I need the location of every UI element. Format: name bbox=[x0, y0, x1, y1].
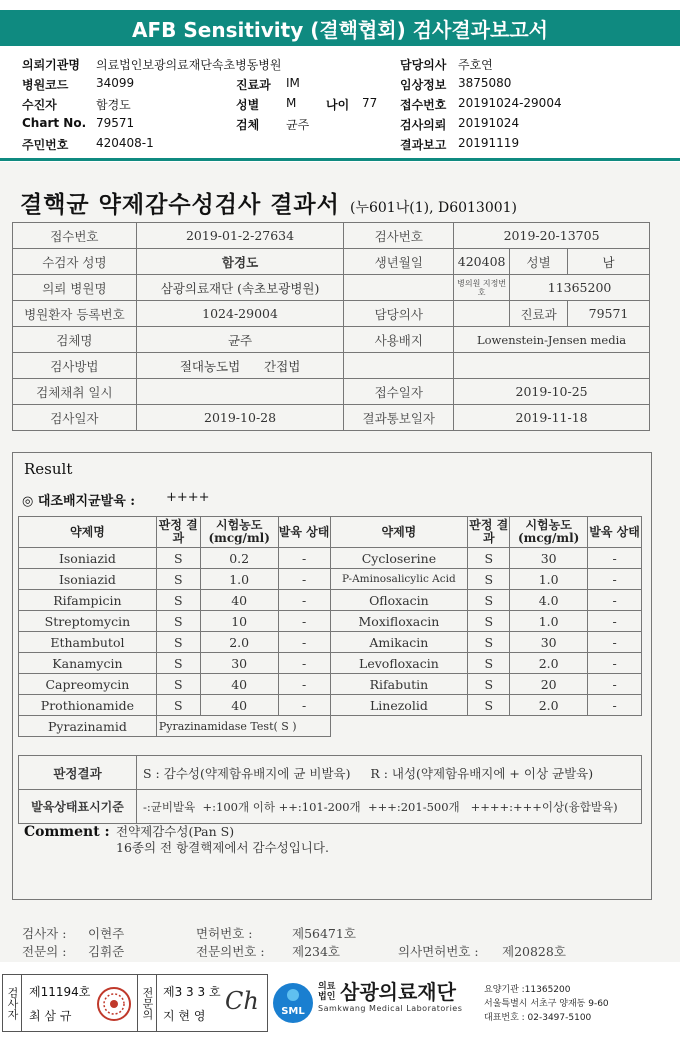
table-row bbox=[19, 695, 642, 716]
control-growth-label: ◎ 대조배지균발육 : bbox=[22, 494, 136, 509]
cell-label: 검체채취 일시 bbox=[13, 379, 137, 405]
doctor-label: 담당의사 bbox=[400, 58, 447, 72]
table-cell: Capreomycin bbox=[19, 674, 157, 695]
tester-vertical-label bbox=[3, 975, 22, 1031]
cell-label: 접수번호 bbox=[13, 223, 137, 249]
cell-value: 420408 bbox=[454, 249, 510, 275]
rrn-label: 주민번호 bbox=[22, 138, 69, 152]
table-cell: S bbox=[156, 590, 200, 611]
sex-label: 성별 bbox=[236, 98, 260, 112]
table-cell: - bbox=[278, 548, 330, 569]
table-cell: S bbox=[468, 695, 510, 716]
table-cell: - bbox=[278, 611, 330, 632]
chart-value: 79571 bbox=[96, 116, 135, 130]
clinical-label: 임상정보 bbox=[400, 78, 447, 92]
patient-value: 함경도 bbox=[96, 98, 131, 112]
table-row bbox=[19, 590, 642, 611]
table-cell: - bbox=[588, 590, 642, 611]
judge-label: 판정결과 bbox=[19, 756, 137, 790]
cell-label: 담당의사 bbox=[344, 301, 454, 327]
table-cell: - bbox=[278, 632, 330, 653]
specimen-info-table bbox=[12, 222, 650, 431]
cell-label: 수검자 성명 bbox=[13, 249, 137, 275]
receipt-label: 접수번호 bbox=[400, 98, 447, 112]
table-cell: - bbox=[278, 569, 330, 590]
pyrazinamid-row bbox=[19, 716, 642, 737]
org-name: 삼광의료재단 bbox=[340, 980, 456, 1004]
license-label: 면허번호 : bbox=[196, 926, 253, 941]
req-date-label: 검사의뢰 bbox=[400, 118, 447, 132]
table-cell: S bbox=[468, 590, 510, 611]
table-cell: 4.0 bbox=[510, 590, 588, 611]
cell-value: 2019-10-28 bbox=[136, 405, 344, 431]
cell-label: 의뢰 병원명 bbox=[13, 275, 137, 301]
table-row bbox=[19, 611, 642, 632]
document-subtitle: (누601나(1), D6013001) bbox=[350, 200, 518, 216]
table-cell: 0.2 bbox=[200, 548, 278, 569]
table-row bbox=[19, 674, 642, 695]
table-cell: P-Aminosalicylic Acid bbox=[330, 569, 468, 590]
signature-box bbox=[2, 974, 268, 1032]
specialist-no-label: 전문의번호 : bbox=[196, 944, 265, 959]
table-cell: Levofloxacin bbox=[330, 653, 468, 674]
dept-label: 진료과 bbox=[236, 78, 271, 92]
growth-text: -:균비발육 +:100개 이하 ++:101-200개 +++:201-500개 ++++:+++이상(융합발육) bbox=[137, 790, 642, 824]
logo-small-text bbox=[318, 982, 335, 1002]
sml-logo-text: SML bbox=[281, 1006, 305, 1017]
table-cell: 40 bbox=[200, 674, 278, 695]
table-cell: Pyrazinamid bbox=[19, 716, 157, 737]
license-number: 제56471호 bbox=[292, 926, 356, 941]
cell-label: 병원환자 등록번호 bbox=[13, 301, 137, 327]
vertical-text: 전문의 bbox=[141, 986, 154, 1020]
col-header: 시험농도 (mcg/ml) bbox=[200, 517, 278, 548]
age-label: 나이 bbox=[326, 98, 350, 112]
table-header-row bbox=[19, 517, 642, 548]
doctor-license-label: 의사면허번호 : bbox=[398, 944, 479, 959]
patient-label: 수진자 bbox=[22, 98, 57, 112]
table-cell: S bbox=[156, 674, 200, 695]
table-cell: Isoniazid bbox=[19, 548, 157, 569]
col-header: 판정 결과 bbox=[468, 517, 510, 548]
logo-small-2: 법인 bbox=[318, 992, 336, 1002]
table-row bbox=[13, 301, 650, 327]
table-cell: S bbox=[468, 548, 510, 569]
sex-value: M bbox=[286, 96, 297, 110]
table-row bbox=[13, 223, 650, 249]
specialist-name: 김휘준 bbox=[88, 944, 125, 959]
table-cell: - bbox=[588, 548, 642, 569]
table-row bbox=[19, 756, 642, 790]
table-cell: Isoniazid bbox=[19, 569, 157, 590]
cell-value: 11365200 bbox=[510, 275, 650, 301]
table-cell: - bbox=[588, 653, 642, 674]
rrn-value: 420408-1 bbox=[96, 136, 154, 150]
cell-value: 남 bbox=[568, 249, 650, 275]
table-row bbox=[13, 327, 650, 353]
patient-info-section bbox=[0, 50, 680, 150]
table-cell: 1.0 bbox=[510, 569, 588, 590]
cell-label: 성별 bbox=[510, 249, 568, 275]
table-cell: Prothionamide bbox=[19, 695, 157, 716]
req-org-value: 의료법인보광의료재단속초병동병원 bbox=[96, 58, 282, 72]
table-cell: S bbox=[156, 569, 200, 590]
specialist-license: 제3 3 3 호 bbox=[163, 985, 221, 999]
cell-label: 병의원 지정번호 bbox=[454, 275, 510, 301]
table-row bbox=[13, 379, 650, 405]
method-2: 간접법 bbox=[264, 358, 301, 374]
cell-label: 검사일자 bbox=[13, 405, 137, 431]
table-cell: Ofloxacin bbox=[330, 590, 468, 611]
cell-value: 2019-01-2-27634 bbox=[136, 223, 344, 249]
doctor-license-number: 제20828호 bbox=[502, 944, 566, 959]
judge-text: S : 감수성(약제함유배지에 균 비발육) R : 내성(약제함유배지에 + 이상 균발육) bbox=[137, 756, 642, 790]
table-cell: S bbox=[156, 653, 200, 674]
logo-small-1: 의료 bbox=[318, 982, 336, 992]
col-header: 시험농도 (mcg/ml) bbox=[510, 517, 588, 548]
cell-value: 함경도 bbox=[136, 249, 344, 275]
table-cell: Cycloserine bbox=[330, 548, 468, 569]
org-line-2: 서울특별시 서초구 양재동 9-60 bbox=[484, 999, 609, 1009]
cell-label: 진료과 bbox=[510, 301, 568, 327]
tester-name: 최 삼 규 bbox=[29, 1009, 72, 1023]
cell-value bbox=[136, 353, 344, 379]
table-cell: - bbox=[278, 695, 330, 716]
table-row bbox=[19, 632, 642, 653]
req-org-label: 의뢰기관명 bbox=[22, 58, 80, 72]
table-cell: 1.0 bbox=[510, 611, 588, 632]
table-cell: - bbox=[278, 590, 330, 611]
control-growth-value: ++++ bbox=[166, 490, 210, 505]
cell-label: 결과통보일자 bbox=[344, 405, 454, 431]
table-cell: 20 bbox=[510, 674, 588, 695]
cell-label: 검사방법 bbox=[13, 353, 137, 379]
report-title: AFB Sensitivity (결핵협회) 검사결과보고서 bbox=[132, 17, 548, 42]
table-cell: 2.0 bbox=[510, 695, 588, 716]
signature: Ch bbox=[225, 987, 259, 1015]
tester-label: 검사자 : bbox=[22, 926, 67, 941]
table-cell: Pyrazinamidase Test( S ) bbox=[156, 716, 330, 737]
table-cell: Streptomycin bbox=[19, 611, 157, 632]
table-row bbox=[19, 548, 642, 569]
table-cell: 40 bbox=[200, 695, 278, 716]
specimen-value: 균주 bbox=[286, 118, 310, 132]
table-cell: 40 bbox=[200, 590, 278, 611]
table-cell: - bbox=[278, 674, 330, 695]
result-title: Result bbox=[24, 460, 73, 478]
report-date-value: 20191119 bbox=[458, 136, 520, 150]
report-title-banner bbox=[0, 10, 680, 46]
table-cell: Ethambutol bbox=[19, 632, 157, 653]
specialist-label: 전문의 : bbox=[22, 944, 67, 959]
cell-value: Lowenstein-Jensen media bbox=[454, 327, 650, 353]
table-cell: Moxifloxacin bbox=[330, 611, 468, 632]
table-cell: S bbox=[156, 632, 200, 653]
report-date-label: 결과보고 bbox=[400, 138, 447, 152]
specialist-number: 제234호 bbox=[292, 944, 341, 959]
cell-label: 검사번호 bbox=[344, 223, 454, 249]
cell-value: 1024-29004 bbox=[136, 301, 344, 327]
table-cell: 10 bbox=[200, 611, 278, 632]
table-cell: 2.0 bbox=[200, 632, 278, 653]
vertical-text: 검사자 bbox=[6, 986, 19, 1020]
document-title: 결핵균 약제감수성검사 결과서 bbox=[20, 191, 340, 218]
chart-label: Chart No. bbox=[22, 116, 87, 130]
sml-logo-icon bbox=[270, 980, 316, 1026]
org-line-3: 대표번호 : 02-3497-5100 bbox=[484, 1013, 592, 1023]
tester-name: 이현주 bbox=[88, 926, 125, 941]
col-header: 발육 상태 bbox=[278, 517, 330, 548]
specialist-name: 지 현 영 bbox=[163, 1009, 206, 1023]
table-cell: S bbox=[468, 632, 510, 653]
table-cell: Kanamycin bbox=[19, 653, 157, 674]
growth-label: 발육상태표시기준 bbox=[19, 790, 137, 824]
table-row bbox=[19, 569, 642, 590]
org-name-en: Samkwang Medical Laboratories bbox=[318, 1004, 463, 1013]
col-header: 발육 상태 bbox=[588, 517, 642, 548]
table-cell: S bbox=[156, 695, 200, 716]
table-cell: S bbox=[156, 611, 200, 632]
comment-label: Comment : bbox=[24, 824, 110, 840]
table-cell: 1.0 bbox=[200, 569, 278, 590]
table-row bbox=[19, 790, 642, 824]
specimen-label: 검체 bbox=[236, 118, 260, 132]
table-row bbox=[13, 405, 650, 431]
comment-line-1: 전약제감수성(Pan S) bbox=[116, 824, 235, 839]
table-cell: - bbox=[588, 611, 642, 632]
cell-label: 접수일자 bbox=[344, 379, 454, 405]
table-row bbox=[19, 653, 642, 674]
cell-value: 2019-10-25 bbox=[454, 379, 650, 405]
col-header: 약제명 bbox=[330, 517, 468, 548]
receipt-value: 20191024-29004 bbox=[458, 96, 562, 110]
col-header: 판정 결과 bbox=[156, 517, 200, 548]
hosp-code-label: 병원코드 bbox=[22, 78, 69, 92]
table-row bbox=[13, 275, 650, 301]
table-cell: Linezolid bbox=[330, 695, 468, 716]
table-cell: - bbox=[588, 569, 642, 590]
table-cell: 30 bbox=[510, 548, 588, 569]
cell-value: 79571 bbox=[568, 301, 650, 327]
divider bbox=[0, 158, 680, 161]
table-cell: S bbox=[156, 548, 200, 569]
table-cell: - bbox=[278, 653, 330, 674]
cell-label: 생년월일 bbox=[344, 249, 454, 275]
req-date-value: 20191024 bbox=[458, 116, 520, 130]
cell-label: 사용배지 bbox=[344, 327, 454, 353]
legend-table bbox=[18, 755, 642, 824]
col-header: 약제명 bbox=[19, 517, 157, 548]
cell-value: 삼광의료재단 (속초보광병원) bbox=[136, 275, 344, 301]
cell-value: 2019-20-13705 bbox=[454, 223, 650, 249]
drug-sensitivity-table bbox=[18, 516, 642, 737]
age-value: 77 bbox=[362, 96, 378, 110]
cell-value: 균주 bbox=[136, 327, 344, 353]
table-cell: Rifampicin bbox=[19, 590, 157, 611]
table-cell: 30 bbox=[510, 632, 588, 653]
cell-label: 검체명 bbox=[13, 327, 137, 353]
org-line-1: 요양기관 :11365200 bbox=[484, 985, 571, 995]
tester-license: 제11194호 bbox=[29, 985, 91, 999]
hosp-code-value: 34099 bbox=[96, 76, 135, 90]
table-cell: - bbox=[588, 695, 642, 716]
table-cell: 2.0 bbox=[510, 653, 588, 674]
table-row bbox=[13, 353, 650, 379]
table-cell: Rifabutin bbox=[330, 674, 468, 695]
cell-value: 2019-11-18 bbox=[454, 405, 650, 431]
table-cell: 30 bbox=[200, 653, 278, 674]
table-cell: S bbox=[468, 674, 510, 695]
table-cell: S bbox=[468, 611, 510, 632]
clinical-value: 3875080 bbox=[458, 76, 512, 90]
seal-icon bbox=[95, 985, 133, 1023]
table-cell: - bbox=[588, 674, 642, 695]
method-1: 절대농도법 bbox=[179, 358, 241, 374]
table-cell: - bbox=[588, 632, 642, 653]
table-cell: Amikacin bbox=[330, 632, 468, 653]
comment-line-2: 16종의 전 항결핵제에서 감수성입니다. bbox=[116, 840, 329, 855]
table-cell: S bbox=[468, 653, 510, 674]
specialist-vertical-label bbox=[137, 975, 157, 1031]
table-cell: S bbox=[468, 569, 510, 590]
doctor-value: 주호연 bbox=[458, 58, 493, 72]
dept-value: IM bbox=[286, 76, 300, 90]
table-row bbox=[13, 249, 650, 275]
